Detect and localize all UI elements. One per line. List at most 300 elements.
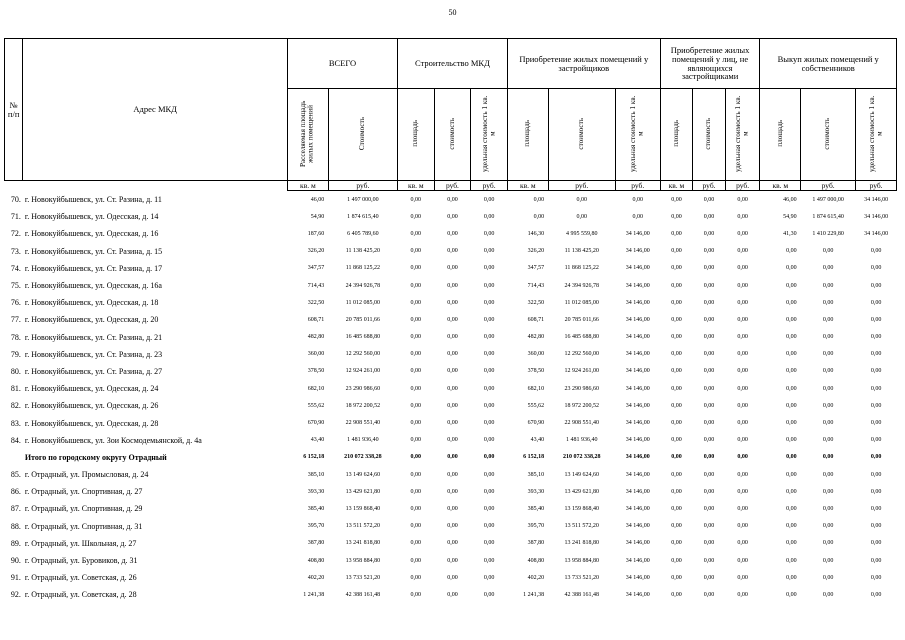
value-cell: 0,00 [410,316,422,323]
value-cell: 0,00 [447,385,458,392]
value-cell: 0,00 [703,540,715,547]
value-cell: 0,00 [447,488,458,495]
table-row [5,311,897,328]
value-cell: 408,80 [307,557,325,564]
value-cell: 34 146,00 [625,591,650,598]
value-cell: 0,00 [870,282,882,289]
address-cell: г. Отрадный, ул. Школьная, д. 27 [24,538,137,548]
row-number: 73. [10,246,21,256]
table-body [5,191,897,604]
value-cell: 0,00 [483,316,495,323]
table-row [5,483,897,500]
value-cell: 6 405 789,60 [347,230,379,237]
value-cell: 0,00 [786,316,797,323]
value-cell: 0,00 [447,196,458,203]
value-cell: 0,00 [822,488,834,495]
value-cell: 0,00 [737,591,748,598]
value-cell: 0,00 [737,471,748,478]
table-row [5,260,897,277]
value-cell: 13 511 572,20 [564,523,599,530]
value-cell: 0,00 [671,505,682,512]
value-cell: 0,00 [703,420,715,427]
value-cell: 555,62 [527,402,545,409]
value-cell: 0,00 [410,196,422,203]
value-cell: 322,50 [527,299,545,306]
value-cell: 34 146,00 [625,334,650,341]
header-group-construction: Строительство МКД [397,39,507,89]
subheader-area: площадь [411,120,420,147]
value-cell: 0,00 [703,299,715,306]
value-cell: 378,50 [307,368,325,375]
row-number: 79. [10,349,21,359]
value-cell: 387,80 [527,540,545,547]
value-cell: 54,90 [310,213,325,220]
value-cell: 0,00 [483,505,495,512]
value-cell: 0,00 [410,574,422,581]
value-cell: 0,00 [786,334,797,341]
value-cell: 0,00 [822,299,834,306]
value-cell: 0,00 [410,471,422,478]
value-cell: 0,00 [870,523,882,530]
value-cell: 0,00 [737,523,748,530]
value-cell: 0,00 [533,196,545,203]
unit-rub: руб. [548,181,615,191]
value-cell: 0,00 [671,282,682,289]
value-cell: 0,00 [822,505,834,512]
value-cell: 0,00 [786,505,797,512]
value-cell: 0,00 [703,368,715,375]
value-cell: 41,30 [783,230,797,237]
value-cell: 0,00 [870,402,882,409]
address-cell: г. Новокуйбышевск, ул. Одесская, д. 26 [24,401,159,411]
row-number: 84. [10,435,21,445]
value-cell: 34 146,00 [625,488,650,495]
value-cell: 0,00 [671,420,682,427]
address-cell: г. Отрадный, ул. Промысловая, д. 24 [24,470,149,480]
unit-rub: руб. [434,181,471,191]
value-cell: 0,00 [671,368,682,375]
row-number: 80. [10,366,21,376]
value-cell: 0,00 [410,213,422,220]
row-number: 85. [10,470,21,480]
value-cell: 42 388 161,48 [564,591,599,598]
value-cell: 0,00 [447,402,458,409]
value-cell: 347,57 [307,265,325,272]
unit-sqm: кв. м [288,181,329,191]
value-cell: 0,00 [703,316,715,323]
value-cell: 46,00 [783,196,797,203]
value-cell: 43,40 [530,437,545,444]
value-cell: 0,00 [410,265,422,272]
value-cell: 34 146,00 [625,265,650,272]
value-cell: 0,00 [822,523,834,530]
value-cell: 0,00 [737,505,748,512]
value-cell: 34 146,00 [625,420,650,427]
value-cell: 714,43 [307,282,325,289]
value-cell: 482,80 [307,334,325,341]
value-cell: 0,00 [447,454,458,461]
value-cell: 0,00 [483,471,495,478]
value-cell: 0,00 [447,420,458,427]
value-cell: 0,00 [786,299,797,306]
value-cell: 0,00 [671,230,682,237]
subheader-unit-cost: удельная стоимость 1 кв. м [629,95,645,172]
value-cell: 46,00 [310,196,325,203]
value-cell: 387,80 [307,540,325,547]
value-cell: 34 146,00 [625,505,650,512]
value-cell: 0,00 [870,471,882,478]
subheader-cost: стоимость [576,117,585,150]
value-cell: 0,00 [447,591,458,598]
value-cell: 0,00 [410,385,422,392]
value-cell: 6 152,18 [523,454,545,461]
row-number: 71. [10,212,21,222]
value-cell: 16 485 688,80 [345,334,381,341]
value-cell: 0,00 [786,557,797,564]
row-number: 86. [10,487,21,497]
value-cell: 0,00 [822,316,834,323]
value-cell: 0,00 [703,196,715,203]
value-cell: 0,00 [737,557,748,564]
value-cell: 0,00 [703,265,715,272]
table-row [5,500,897,517]
value-cell: 22 908 551,40 [564,420,599,427]
value-cell: 0,00 [483,488,495,495]
value-cell: 0,00 [870,265,882,272]
table-row [5,363,897,380]
address-cell: г. Отрадный, ул. Советская, д. 28 [24,590,137,600]
value-cell: 0,00 [786,591,797,598]
value-cell: 0,00 [737,282,748,289]
value-cell: 608,71 [307,316,325,323]
value-cell: 0,00 [410,248,422,255]
value-cell: 34 146,00 [625,230,650,237]
subheader-unit-cost: удельная стоимость 1 кв. м [867,95,884,172]
value-cell: 0,00 [483,591,495,598]
value-cell: 0,00 [703,557,715,564]
table-row [5,329,897,346]
value-cell: 0,00 [703,282,715,289]
value-cell: 13 511 572,20 [345,523,380,530]
value-cell: 0,00 [483,574,495,581]
address-cell: г. Новокуйбышевск, ул. Ст. Разина, д. 27 [24,366,163,376]
subheader-cost: стоимость [447,117,456,150]
value-cell: 34 146,00 [625,574,650,581]
value-cell: 670,90 [307,420,325,427]
value-cell: 326,20 [307,248,325,255]
value-cell: 385,40 [307,505,325,512]
unit-sqm: кв. м [397,181,434,191]
value-cell: 0,00 [786,471,797,478]
value-cell: 0,00 [786,574,797,581]
value-cell: 714,43 [527,282,545,289]
value-cell: 0,00 [703,402,715,409]
table-row [5,569,897,586]
table-row [5,225,897,242]
value-cell: 146,30 [527,230,545,237]
value-cell: 402,20 [307,574,325,581]
value-cell: 0,00 [870,368,882,375]
subheader-area: площадь [523,120,531,147]
unit-rub: руб. [801,181,856,191]
row-number: 82. [10,401,21,411]
value-cell: 34 146,00 [625,402,650,409]
value-cell: 0,00 [703,471,715,478]
value-cell: 0,00 [822,334,834,341]
value-cell: 0,00 [822,574,834,581]
value-cell: 0,00 [447,282,458,289]
value-cell: 1 874 615,40 [347,213,379,220]
value-cell: 0,00 [703,248,715,255]
table-row [5,208,897,225]
value-cell: 0,00 [410,557,422,564]
value-cell: 54,90 [783,213,797,220]
value-cell: 608,71 [527,316,545,323]
value-cell: 0,00 [737,196,748,203]
address-cell: г. Новокуйбышевск, ул. Ст. Разина, д. 17 [24,263,163,273]
header-num: № п/п [5,39,23,181]
value-cell: 0,00 [447,471,458,478]
address-cell: г. Новокуйбышевск, ул. Ст. Разина, д. 15 [24,246,163,256]
unit-sqm: кв. м [507,181,548,191]
value-cell: 0,00 [822,471,834,478]
value-cell: 34 146,00 [625,557,650,564]
header-group-purchase-non-developers: Приобретение жилых помещений у лиц, не являющихся застройщиками [660,39,760,89]
value-cell: 34 146,00 [625,316,650,323]
value-cell: 347,57 [527,265,545,272]
value-cell: 13 159 868,40 [345,505,381,512]
value-cell: 0,00 [671,574,682,581]
value-cell: 0,00 [632,196,643,203]
row-number: 87. [10,504,21,514]
value-cell: 0,00 [870,574,882,581]
row-number: 70. [10,194,21,204]
value-cell: 0,00 [410,334,422,341]
header-address: Адрес МКД [23,39,288,181]
value-cell: 0,00 [483,282,495,289]
value-cell: 0,00 [447,368,458,375]
value-cell: 0,00 [786,420,797,427]
value-cell: 0,00 [447,523,458,530]
value-cell: 0,00 [737,488,748,495]
value-cell: 0,00 [483,248,495,255]
value-cell: 0,00 [447,230,458,237]
value-cell: 210 072 338,28 [562,454,601,461]
address-cell: г. Отрадный, ул. Спортивная, д. 27 [24,487,143,497]
value-cell: 0,00 [786,265,797,272]
value-cell: 0,00 [483,334,495,341]
value-cell: 0,00 [447,248,458,255]
value-cell: 11 868 125,22 [564,265,599,272]
value-cell: 385,40 [527,505,545,512]
unit-sqm: кв. м [760,181,801,191]
value-cell: 0,00 [703,334,715,341]
value-cell: 0,00 [671,540,682,547]
value-cell: 4 995 559,80 [565,230,598,237]
value-cell: 0,00 [447,557,458,564]
value-cell: 0,00 [671,299,682,306]
address-cell: г. Отрадный, ул. Спортивная, д. 29 [24,504,143,514]
value-cell: 34 146,00 [625,454,650,461]
value-cell: 0,00 [822,437,834,444]
address-cell: г. Отрадный, ул. Советская, д. 26 [24,573,137,583]
value-cell: 378,50 [527,368,545,375]
unit-rub: руб. [328,181,397,191]
value-cell: 20 785 011,66 [564,316,599,323]
value-cell: 0,00 [410,368,422,375]
value-cell: 0,00 [671,454,682,461]
page-number: 50 [448,8,457,17]
subheader-cost: стоимость [704,117,713,150]
value-cell: 13 958 884,80 [564,557,599,564]
unit-rub: руб. [725,181,760,191]
table-header [5,39,897,191]
value-cell: 6 152,18 [303,454,325,461]
value-cell: 13 429 621,80 [345,488,381,495]
value-cell: 0,00 [410,282,422,289]
address-cell: г. Новокуйбышевск, ул. Одесская, д. 16а [24,281,162,291]
table-row [5,414,897,431]
value-cell: 385,10 [527,471,545,478]
value-cell: 0,00 [410,488,422,495]
header-group-total: ВСЕГО [288,39,398,89]
value-cell: 11 012 085,00 [564,299,599,306]
value-cell: 0,00 [822,402,834,409]
value-cell: 0,00 [483,420,495,427]
table-row [5,346,897,363]
value-cell: 0,00 [703,230,715,237]
value-cell: 0,00 [703,351,715,358]
value-cell: 0,00 [447,265,458,272]
table-row [5,277,897,294]
unit-rub: руб. [693,181,726,191]
subheader-cost: Стоимость [358,116,367,151]
value-cell: 0,00 [483,213,495,220]
value-cell: 34 146,00 [625,248,650,255]
value-cell: 0,00 [870,505,882,512]
value-cell: 0,00 [786,385,797,392]
value-cell: 0,00 [786,437,797,444]
value-cell: 0,00 [822,540,834,547]
value-cell: 0,00 [671,213,682,220]
value-cell: 0,00 [737,265,748,272]
value-cell: 0,00 [870,420,882,427]
value-cell: 0,00 [671,265,682,272]
value-cell: 0,00 [822,385,834,392]
value-cell: 13 149 624,60 [564,471,599,478]
value-cell: 0,00 [483,351,495,358]
value-cell: 210 072 338,28 [344,454,382,461]
value-cell: 13 958 884,80 [345,557,381,564]
value-cell: 34 146,00 [625,385,650,392]
value-cell: 13 241 818,80 [564,540,599,547]
value-cell: 23 290 986,60 [345,385,381,392]
value-cell: 23 290 986,60 [564,385,599,392]
value-cell: 555,62 [307,402,325,409]
value-cell: 0,00 [483,196,495,203]
value-cell: 0,00 [671,557,682,564]
unit-rub: руб. [856,181,897,191]
value-cell: 0,00 [410,591,422,598]
value-cell: 0,00 [447,437,458,444]
value-cell: 0,00 [483,385,495,392]
address-cell: г. Новокуйбышевск, ул. Зои Космодемьянской, д. 4а [24,435,202,445]
value-cell: 12 924 261,00 [564,368,599,375]
value-cell: 393,30 [307,488,325,495]
value-cell: 0,00 [410,402,422,409]
value-cell: 395,70 [527,523,545,530]
value-cell: 0,00 [786,368,797,375]
value-cell: 18 972 200,52 [345,402,381,409]
subheader-unit-cost: удельная стоимость 1 кв. м [480,95,497,172]
value-cell: 402,20 [527,574,545,581]
value-cell: 0,00 [483,437,495,444]
value-cell: 0,00 [483,540,495,547]
value-cell: 0,00 [703,591,715,598]
row-number: 81. [10,384,21,394]
value-cell: 0,00 [737,454,748,461]
value-cell: 0,00 [410,299,422,306]
value-cell: 0,00 [822,591,834,598]
value-cell: 1 497 000,00 [812,196,844,203]
table-row [5,535,897,552]
value-cell: 0,00 [671,402,682,409]
value-cell: 34 146,00 [864,230,889,237]
value-cell: 482,80 [527,334,545,341]
value-cell: 34 146,00 [625,351,650,358]
value-cell: 1 241,38 [303,591,325,598]
value-cell: 34 146,00 [864,196,889,203]
value-cell: 20 785 011,66 [345,316,380,323]
value-cell: 0,00 [410,523,422,530]
value-cell: 0,00 [786,540,797,547]
value-cell: 0,00 [737,334,748,341]
address-cell: г. Новокуйбышевск, ул. Одесская, д. 16 [24,229,159,239]
value-cell: 24 394 926,78 [564,282,599,289]
address-cell: г. Новокуйбышевск, ул. Одесская, д. 28 [24,418,159,428]
value-cell: 0,00 [447,299,458,306]
value-cell: 0,00 [737,402,748,409]
address-cell: г. Новокуйбышевск, ул. Ст. Разина, д. 21 [24,332,163,342]
address-cell: г. Новокуйбышевск, ул. Одесская, д. 24 [24,384,159,394]
table-row [5,243,897,260]
row-number: 72. [10,229,21,239]
unit-rub: руб. [615,181,660,191]
header-group-buyout: Выкуп жилых помещений у собственников [760,39,897,89]
value-cell: 42 388 161,48 [345,591,381,598]
subheader-area: площадь [671,120,680,147]
value-cell: 0,00 [786,402,797,409]
row-number: 83. [10,418,21,428]
value-cell: 0,00 [737,248,748,255]
value-cell: 0,00 [447,540,458,547]
value-cell: 0,00 [737,316,748,323]
value-cell: 0,00 [447,334,458,341]
row-number: 88. [10,521,21,531]
value-cell: 0,00 [870,540,882,547]
row-number: 92. [10,590,21,600]
value-cell: 0,00 [870,385,882,392]
value-cell: 0,00 [737,230,748,237]
value-cell: 11 138 425,20 [564,248,599,255]
value-cell: 0,00 [703,385,715,392]
value-cell: 0,00 [786,488,797,495]
row-number: 77. [10,315,21,325]
value-cell: 0,00 [737,299,748,306]
value-cell: 682,10 [527,385,545,392]
unit-sqm: кв. м [660,181,693,191]
row-number: 91. [10,573,21,583]
